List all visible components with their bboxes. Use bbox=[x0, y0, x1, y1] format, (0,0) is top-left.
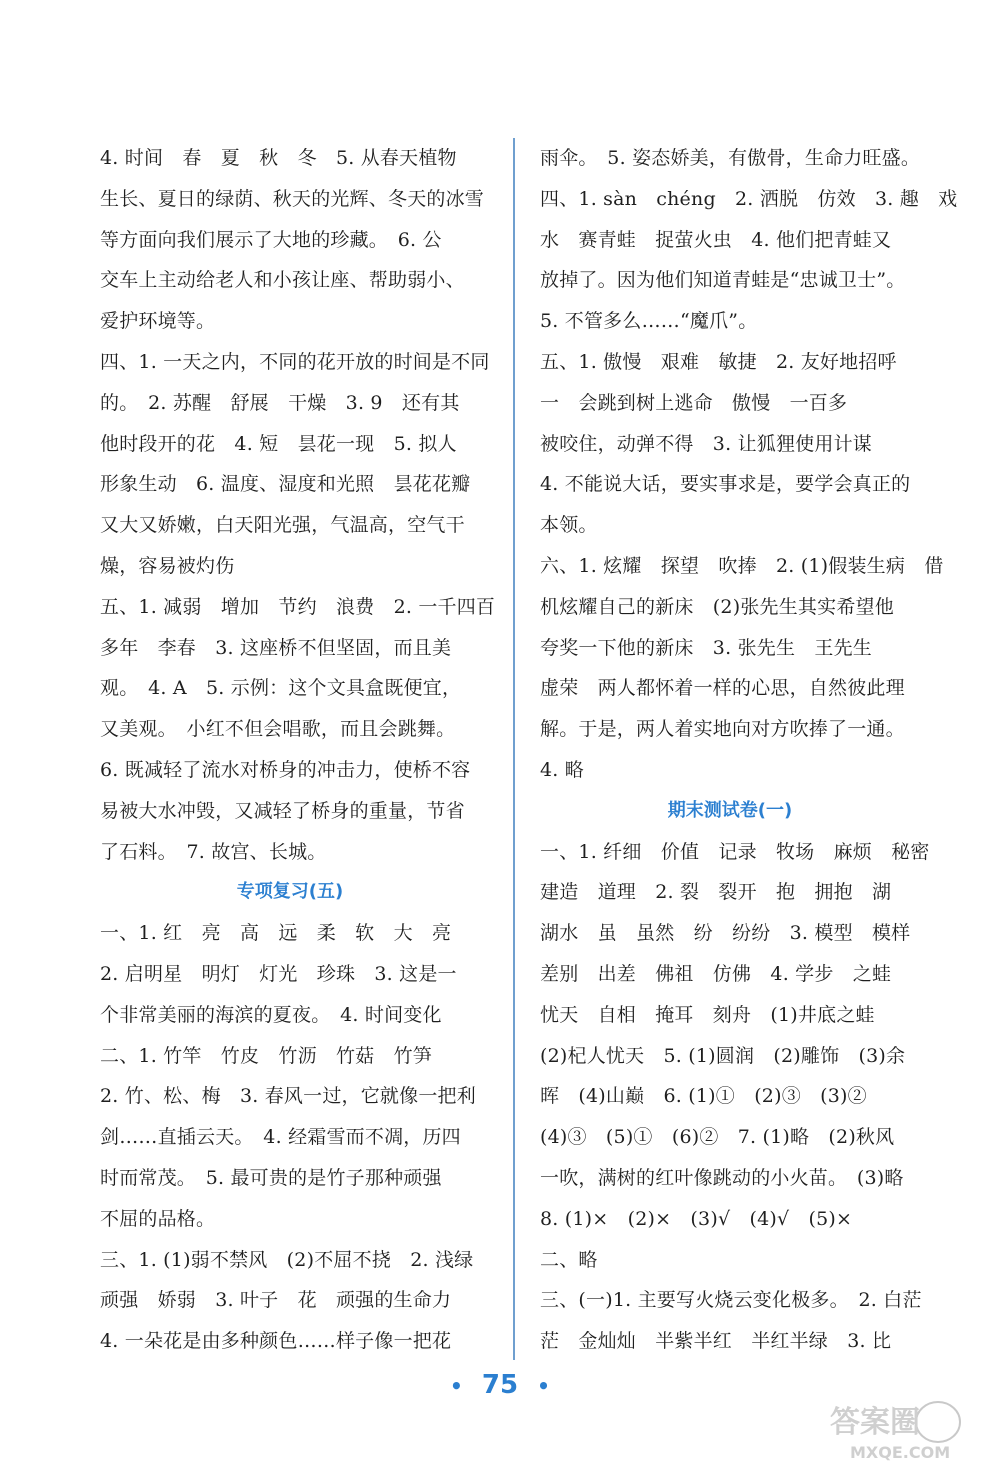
answer-line: 五、1. 减弱 增加 节约 浪费 2. 一千四百 bbox=[100, 595, 496, 618]
answer-line: 观。 4. A 5. 示例：这个文具盒既便宜， bbox=[100, 677, 462, 700]
answer-line: 个非常美丽的海滨的夏夜。 4. 时间变化 bbox=[100, 1003, 442, 1026]
answer-line: 机炫耀自己的新床 (2)张先生其实希望他 bbox=[540, 595, 894, 618]
answer-line: 四、1. sàn chéng 2. 洒脱 仿效 3. 趣 戏 bbox=[540, 187, 958, 210]
answer-line: 剑……直插云天。 4. 经霜雪而不凋，历四 bbox=[100, 1126, 461, 1149]
answer-line: 解。于是，两人着实地向对方吹捧了一通。 bbox=[540, 718, 905, 741]
answer-line: 二、1. 竹竿 竹皮 竹沥 竹菇 竹笋 bbox=[100, 1044, 432, 1067]
page-number-dot-left: • bbox=[450, 1373, 463, 1398]
answer-line: 五、1. 傲慢 艰难 敏捷 2. 友好地招呼 bbox=[540, 350, 897, 373]
answer-line: 爱护环境等。 bbox=[100, 310, 216, 333]
answer-line: 一、1. 红 亮 高 远 柔 软 大 亮 bbox=[100, 922, 452, 945]
section-heading: 专项复习(五) bbox=[236, 881, 344, 903]
answer-line: 5. 不管多么……“魔爪”。 bbox=[540, 310, 758, 333]
answer-line: 他时段开的花 4. 短 昙花一现 5. 拟人 bbox=[100, 432, 457, 455]
answer-line: 一 会跳到树上逃命 傲慢 一百多 bbox=[540, 391, 848, 414]
page-number-value: 75 bbox=[481, 1370, 519, 1400]
answer-line: 4. 一朵花是由多种颜色……样子像一把花 bbox=[100, 1330, 452, 1353]
answer-line: 六、1. 炫耀 探望 吹捧 2. (1)假装生病 借 bbox=[540, 554, 944, 577]
answer-line: 被咬住，动弹不得 3. 让狐狸使用计谋 bbox=[540, 432, 872, 455]
watermark-url: MXQE.COM bbox=[850, 1443, 951, 1462]
answer-line: 茫 金灿灿 半紫半红 半红半绿 3. 比 bbox=[540, 1330, 892, 1353]
answer-line: 的。 2. 苏醒 舒展 干燥 3. 9 还有其 bbox=[100, 391, 460, 414]
answer-line: 4. 不能说大话，要实事求是，要学会真正的 bbox=[540, 473, 911, 496]
answer-line: 了石料。 7. 故宫、长城。 bbox=[100, 840, 327, 863]
answer-line: 又美观。 小红不但会唱歌，而且会跳舞。 bbox=[100, 718, 456, 741]
answer-line: 又大又娇嫩，白天阳光强，气温高，空气干 bbox=[100, 514, 465, 537]
answer-line: 忧天 自相 掩耳 刻舟 (1)井底之蛙 bbox=[540, 1003, 875, 1026]
answer-line: 三、(一)1. 主要写火烧云变化极多。 2. 白茫 bbox=[540, 1289, 922, 1312]
answer-line: 4. 略 bbox=[540, 758, 584, 781]
answer-line: 多年 李春 3. 这座桥不但坚固，而且美 bbox=[100, 636, 452, 659]
answer-line: 燥，容易被灼伤 bbox=[100, 554, 235, 577]
answer-line: 4. 时间 春 夏 秋 冬 5. 从春天植物 bbox=[100, 147, 457, 169]
page-number-dot-right: • bbox=[537, 1373, 550, 1398]
watermark-logo bbox=[820, 1390, 970, 1465]
answer-line: 一、1. 纤细 价值 记录 牧场 麻烦 秘密 bbox=[540, 840, 930, 863]
answer-line: 6. 既减轻了流水对桥身的冲击力，使桥不容 bbox=[100, 758, 471, 781]
answer-line: 一吹，满树的红叶像跳动的小火苗。 (3)略 bbox=[540, 1166, 904, 1189]
section-heading: 期末测试卷(一) bbox=[667, 799, 793, 821]
answer-line: 三、1. (1)弱不禁风 (2)不屈不挠 2. 浅绿 bbox=[100, 1248, 474, 1271]
watermark-text: 答案圈 bbox=[830, 1405, 920, 1440]
answer-line: 放掉了。因为他们知道青蛙是“忠诚卫士”。 bbox=[540, 269, 906, 292]
answer-line: 生长、夏日的绿荫、秋天的光辉、冬天的冰雪 bbox=[100, 187, 485, 210]
answer-line: 虚荣 两人都怀着一样的心思，自然彼此理 bbox=[540, 677, 905, 700]
answer-line: 晖 (4)山巅 6. (1)① (2)③ (3)② bbox=[540, 1085, 867, 1108]
right-column bbox=[540, 138, 958, 1362]
answer-line: 水 赛青蛙 捉萤火虫 4. 他们把青蛙又 bbox=[540, 228, 892, 251]
answer-line: 顽强 娇弱 3. 叶子 花 顽强的生命力 bbox=[100, 1289, 452, 1312]
answer-line: 夸奖一下他的新床 3. 张先生 王先生 bbox=[540, 636, 872, 659]
answer-line: 二、略 bbox=[540, 1248, 598, 1271]
answer-line: 易被大水冲毁，又减轻了桥身的重量，节省 bbox=[100, 799, 465, 822]
answer-line: (2)杞人忧天 5. (1)圆润 (2)雕饰 (3)余 bbox=[540, 1044, 906, 1067]
answer-line: 2. 启明星 明灯 灯光 珍珠 3. 这是一 bbox=[100, 962, 457, 985]
answer-line: 2. 竹、松、梅 3. 春风一过，它就像一把利 bbox=[100, 1085, 476, 1108]
answer-line: 差别 出差 佛祖 仿佛 4. 学步 之蛙 bbox=[540, 962, 892, 985]
answer-line: (4)③ (5)① (6)② 7. (1)略 (2)秋风 bbox=[540, 1126, 895, 1149]
answer-line: 形象生动 6. 温度、湿度和光照 昙花花瓣 bbox=[100, 473, 471, 496]
answer-line: 本领。 bbox=[540, 514, 598, 537]
answer-line: 交车上主动给老人和小孩让座、帮助弱小、 bbox=[100, 269, 465, 292]
answer-line: 建造 道理 2. 裂 裂开 抱 拥抱 湖 bbox=[540, 881, 892, 904]
answer-line: 时而常茂。 5. 最可贵的是竹子那种顽强 bbox=[100, 1166, 442, 1189]
answer-line: 湖水 虽 虽然 纷 纷纷 3. 模型 模样 bbox=[540, 922, 911, 945]
answer-line: 等方面向我们展示了大地的珍藏。 6. 公 bbox=[100, 228, 442, 251]
answer-line: 不屈的品格。 bbox=[100, 1207, 216, 1230]
column-divider bbox=[513, 138, 515, 1360]
left-column bbox=[100, 138, 496, 1362]
answer-line: 8. (1)× (2)× (3)√ (4)√ (5)× bbox=[540, 1207, 853, 1230]
answer-line: 四、1. 一天之内，不同的花开放的时间是不同 bbox=[100, 350, 490, 373]
answer-line: 雨伞。 5. 姿态娇美，有傲骨，生命力旺盛。 bbox=[540, 147, 921, 169]
